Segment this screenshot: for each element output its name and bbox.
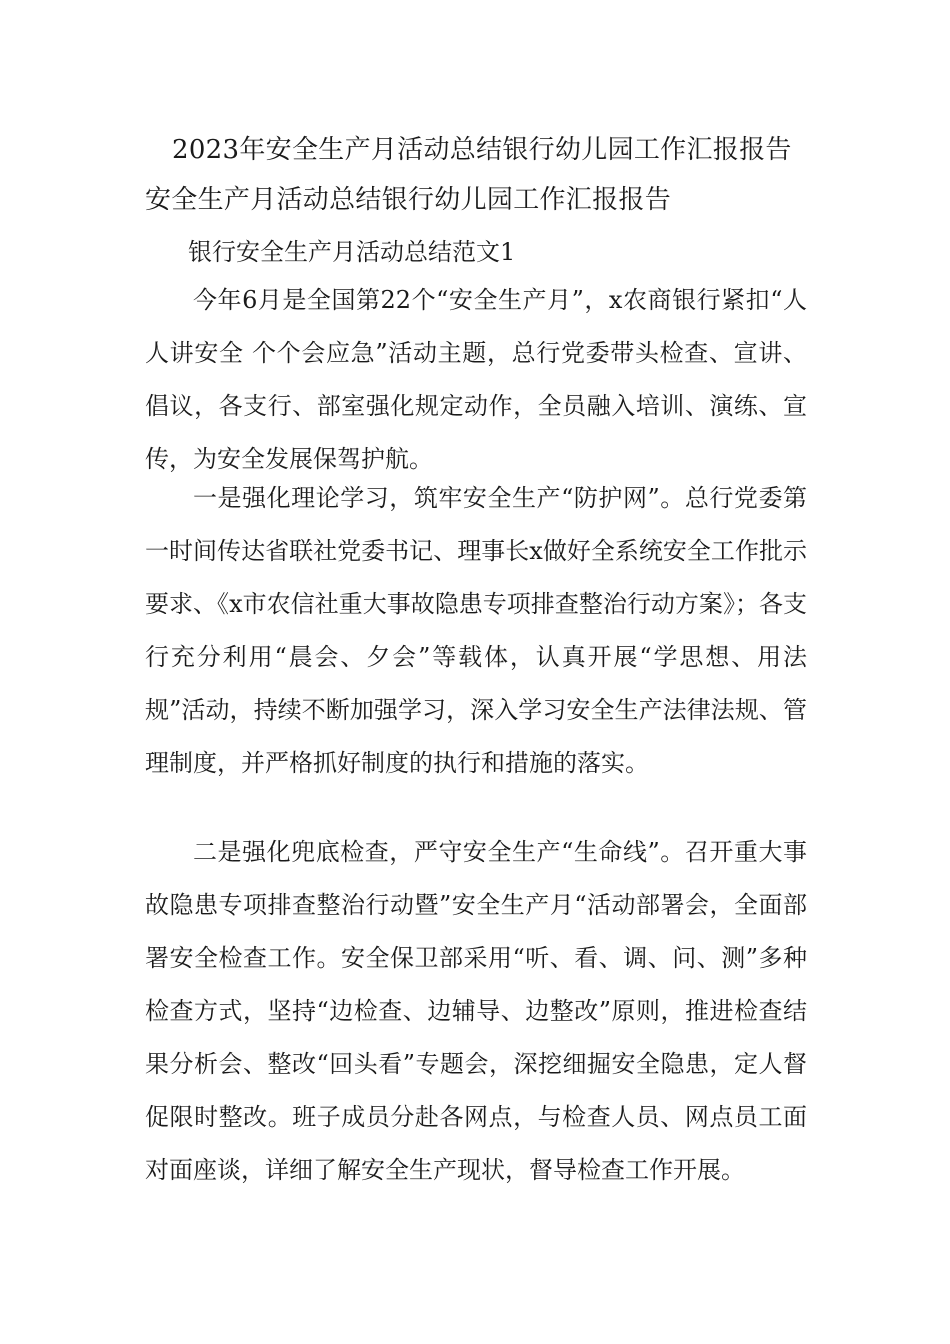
paragraph-inspection: 二是强化兜底检查，严守安全生产“生命线”。召开重大事故隐患专项排查整治行动暨”安全生产月“活动部署会，全面部署安全检查工作。安全保卫部采用“听、看、调、问、测”多种检查方式，坚持“边检查、边辅导、边整改”原则，推进检查结果分析会、整改“回头看”专题会，深挖细掘安全隐患，定人督促限时整改。班子成员分赴各网点，与检查人员、网点员工面对面座谈，详细了解安全生产现状，督导检查工作开展。 (145, 838, 807, 1184)
section-heading: 银行安全生产月活动总结范文1 (188, 238, 516, 266)
document-title: 2023年安全生产月活动总结银行幼儿园工作汇报报告 (172, 135, 792, 165)
paragraph-theory-study: 一是强化理论学习，筑牢安全生产“防护网”。总行党委第一时间传达省联社党委书记、理事长x做好全系统安全工作批示要求、《x市农信社重大事故隐患专项排查整治行动方案》；各支行充分利用“晨会、夕会”等载体，认真开展“学思想、用法规”活动，持续不断加强学习，深入学习安全生产法律法规、管理制度，并严格抓好制度的执行和措施的落实。 (145, 484, 807, 777)
paragraph-intro: 今年6月是全国第22个“安全生产月”，x农商银行紧扣“人人讲安全 个个会应急”活动主题，总行党委带头检查、宣讲、倡议，各支行、部室强化规定动作，全员融入培训、演练、宣传，为安全发展保驾护航。 (145, 286, 807, 473)
document-subtitle: 安全生产月活动总结银行幼儿园工作汇报报告 (145, 185, 672, 215)
